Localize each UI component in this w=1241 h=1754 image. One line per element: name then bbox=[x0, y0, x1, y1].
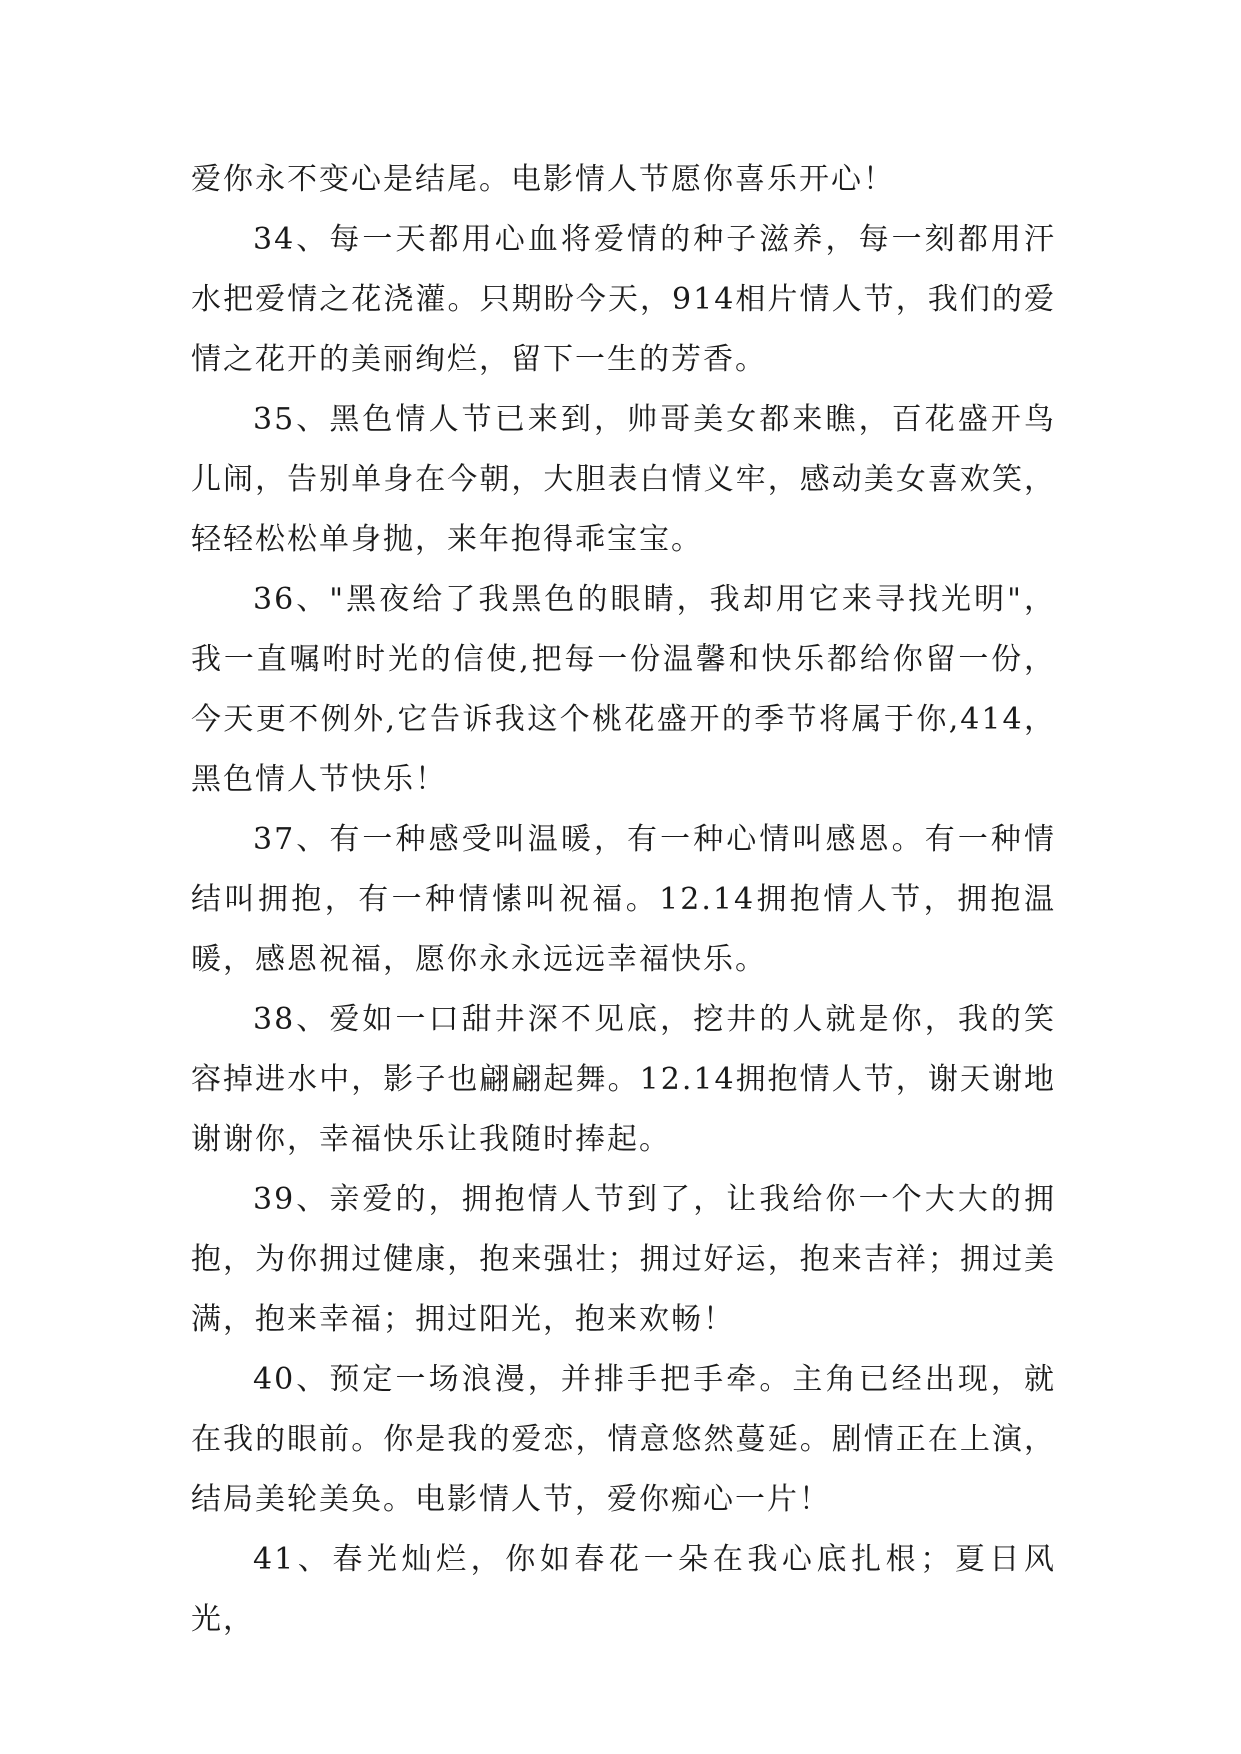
paragraph-39: 39、亲爱的，拥抱情人节到了，让我给你一个大大的拥抱，为你拥过健康，抱来强壮；拥过好运，抱来吉祥；拥过美满，抱来幸福；拥过阳光，抱来欢畅！ bbox=[191, 1182, 1056, 1337]
paragraph-41: 41、春光灿烂，你如春花一朵在我心底扎根；夏日风光， bbox=[191, 1542, 1056, 1637]
paragraph-37: 37、有一种感受叫温暖，有一种心情叫感恩。有一种情结叫拥抱，有一种情愫叫祝福。12.14拥抱情人节，拥抱温暖，感恩祝福，愿你永永远远幸福快乐。 bbox=[191, 822, 1056, 977]
paragraph-36: 36、"黑夜给了我黑色的眼睛，我却用它来寻找光明"，我一直嘱咐时光的信使,把每一份温馨和快乐都给你留一份，今天更不例外,它告诉我这个桃花盛开的季节将属于你,414，黑色情人节快乐！ bbox=[191, 582, 1056, 797]
paragraph-38: 38、爱如一口甜井深不见底，挖井的人就是你，我的笑容掉进水中，影子也翩翩起舞。12.14拥抱情人节，谢天谢地谢谢你，幸福快乐让我随时捧起。 bbox=[191, 1002, 1056, 1157]
paragraph-34: 34、每一天都用心血将爱情的种子滋养，每一刻都用汗水把爱情之花浇灌。只期盼今天，914相片情人节，我们的爱情之花开的美丽绚烂，留下一生的芳香。 bbox=[191, 222, 1056, 377]
paragraph-continuation: 爱你永不变心是结尾。电影情人节愿你喜乐开心！ bbox=[191, 162, 895, 197]
document-body bbox=[191, 150, 1056, 1650]
paragraph-40: 40、预定一场浪漫，并排手把手牵。主角已经出现，就在我的眼前。你是我的爱恋，情意悠然蔓延。剧情正在上演，结局美轮美奂。电影情人节，爱你痴心一片！ bbox=[191, 1362, 1056, 1517]
paragraph-35: 35、黑色情人节已来到，帅哥美女都来瞧，百花盛开鸟儿闹，告别单身在今朝，大胆表白情义牢，感动美女喜欢笑，轻轻松松单身抛，来年抱得乖宝宝。 bbox=[191, 402, 1056, 557]
